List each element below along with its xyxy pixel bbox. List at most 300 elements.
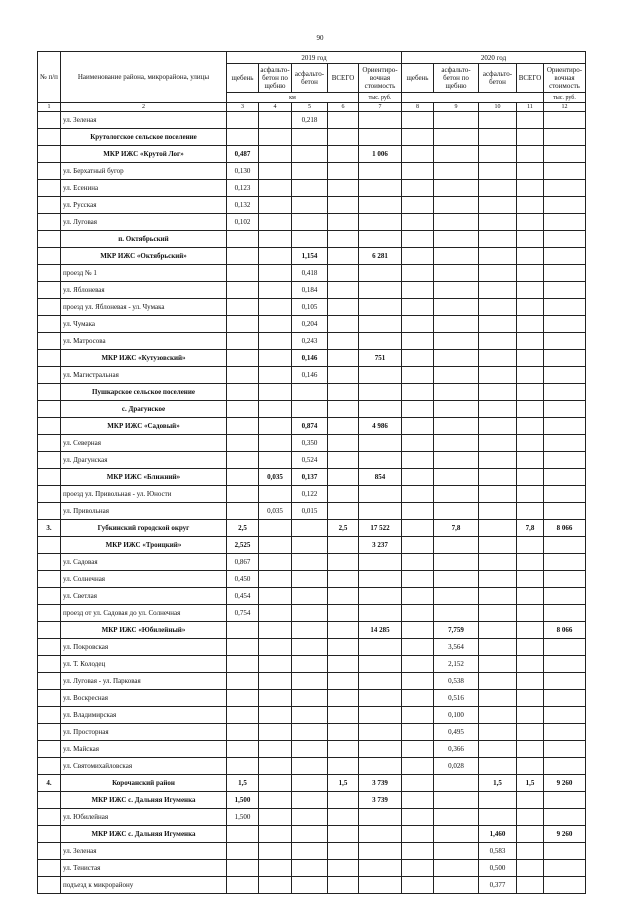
value-cell (402, 146, 434, 163)
value-cell (328, 758, 359, 775)
value-cell (402, 503, 434, 520)
row-number (38, 707, 61, 724)
row-name: Крутологское сельское поселение (61, 129, 227, 146)
value-cell (328, 690, 359, 707)
value-cell (259, 656, 292, 673)
value-cell (328, 129, 359, 146)
row-number (38, 639, 61, 656)
value-cell (359, 214, 402, 231)
value-cell (292, 741, 328, 758)
value-cell (402, 282, 434, 299)
table-row (38, 401, 586, 418)
value-cell (479, 435, 517, 452)
table-row (38, 367, 586, 384)
table-row (38, 350, 586, 367)
value-cell (259, 622, 292, 639)
header-index-row (38, 103, 586, 112)
value-cell (402, 622, 434, 639)
value-cell (292, 554, 328, 571)
value-cell (259, 367, 292, 384)
value-cell (517, 265, 544, 282)
value-cell (544, 469, 586, 486)
column-index: 7 (359, 103, 402, 112)
value-cell (259, 571, 292, 588)
value-cell (479, 350, 517, 367)
row-name: п. Октябрьский (61, 231, 227, 248)
value-cell (479, 639, 517, 656)
table-row (38, 248, 586, 265)
value-cell (479, 197, 517, 214)
value-cell (359, 877, 402, 894)
value-cell (402, 707, 434, 724)
table-row (38, 469, 586, 486)
column-index: 10 (479, 103, 517, 112)
row-name: ул. Солнечная (61, 571, 227, 588)
value-cell (292, 656, 328, 673)
value-cell (292, 690, 328, 707)
table-row (38, 860, 586, 877)
value-cell (544, 401, 586, 418)
header-unit-km: км (227, 93, 359, 103)
value-cell: 2,525 (227, 537, 259, 554)
value-cell (359, 435, 402, 452)
value-cell (434, 588, 479, 605)
row-number (38, 656, 61, 673)
value-cell (544, 112, 586, 129)
row-name: ул. Зеленая (61, 112, 227, 129)
value-cell (328, 401, 359, 418)
header-asphalt-on-gravel-2019: асфальто-бетон по щебню (259, 64, 292, 93)
value-cell (227, 741, 259, 758)
header-gravel-2020: щебень (402, 64, 434, 93)
value-cell: 0,867 (227, 554, 259, 571)
value-cell (227, 486, 259, 503)
value-cell (517, 826, 544, 843)
value-cell (434, 214, 479, 231)
value-cell (227, 758, 259, 775)
table-header (38, 52, 586, 112)
value-cell (227, 673, 259, 690)
value-cell (479, 503, 517, 520)
value-cell (544, 214, 586, 231)
value-cell: 0,538 (434, 673, 479, 690)
row-name: ул. Воскресная (61, 690, 227, 707)
value-cell (328, 707, 359, 724)
row-number (38, 299, 61, 316)
value-cell (402, 333, 434, 350)
row-number (38, 316, 61, 333)
value-cell: 0,500 (479, 860, 517, 877)
row-number (38, 265, 61, 282)
table-row (38, 758, 586, 775)
value-cell: 7,8 (517, 520, 544, 537)
value-cell (402, 401, 434, 418)
value-cell (259, 724, 292, 741)
table-row (38, 724, 586, 741)
value-cell (259, 333, 292, 350)
table-row (38, 146, 586, 163)
value-cell (328, 486, 359, 503)
value-cell (402, 112, 434, 129)
value-cell (402, 860, 434, 877)
value-cell (402, 571, 434, 588)
table-row (38, 231, 586, 248)
value-cell (259, 775, 292, 792)
value-cell (227, 384, 259, 401)
value-cell (434, 146, 479, 163)
value-cell (434, 418, 479, 435)
value-cell (328, 112, 359, 129)
value-cell (517, 214, 544, 231)
row-name: ул. Просторная (61, 724, 227, 741)
value-cell (544, 316, 586, 333)
value-cell: 7,8 (434, 520, 479, 537)
value-cell (517, 758, 544, 775)
header-asphalt-2020: асфальто-бетон (479, 64, 517, 93)
value-cell (292, 707, 328, 724)
value-cell (479, 231, 517, 248)
column-index: 12 (544, 103, 586, 112)
value-cell (328, 452, 359, 469)
value-cell (402, 231, 434, 248)
value-cell: 0,454 (227, 588, 259, 605)
value-cell (292, 639, 328, 656)
value-cell (517, 724, 544, 741)
value-cell (479, 367, 517, 384)
value-cell (259, 299, 292, 316)
row-name: ул. Тенистая (61, 860, 227, 877)
value-cell (544, 741, 586, 758)
value-cell (292, 605, 328, 622)
value-cell (227, 418, 259, 435)
value-cell (227, 350, 259, 367)
table-row (38, 180, 586, 197)
row-name: ул. Луговая - ул. Парковая (61, 673, 227, 690)
value-cell (479, 129, 517, 146)
value-cell (328, 503, 359, 520)
value-cell (259, 826, 292, 843)
table-row (38, 384, 586, 401)
value-cell (227, 367, 259, 384)
value-cell (259, 588, 292, 605)
value-cell (259, 843, 292, 860)
column-index: 5 (292, 103, 328, 112)
value-cell (259, 877, 292, 894)
value-cell (544, 809, 586, 826)
table-row (38, 520, 586, 537)
column-index: 1 (38, 103, 61, 112)
value-cell: 0,028 (434, 758, 479, 775)
value-cell (517, 452, 544, 469)
value-cell (479, 554, 517, 571)
value-cell (434, 860, 479, 877)
value-cell (434, 316, 479, 333)
column-index: 9 (434, 103, 479, 112)
value-cell (517, 333, 544, 350)
value-cell (479, 809, 517, 826)
value-cell (259, 435, 292, 452)
value-cell: 0,487 (227, 146, 259, 163)
value-cell (544, 605, 586, 622)
value-cell (434, 571, 479, 588)
value-cell (544, 860, 586, 877)
value-cell (479, 486, 517, 503)
value-cell (227, 690, 259, 707)
value-cell (434, 486, 479, 503)
row-name: Пушкарское сельское поселение (61, 384, 227, 401)
value-cell (328, 571, 359, 588)
row-number (38, 197, 61, 214)
value-cell (517, 605, 544, 622)
value-cell: 0,350 (292, 435, 328, 452)
value-cell: 1,5 (479, 775, 517, 792)
value-cell (434, 537, 479, 554)
value-cell (259, 163, 292, 180)
value-cell: 0,218 (292, 112, 328, 129)
value-cell: 0,418 (292, 265, 328, 282)
value-cell (328, 214, 359, 231)
value-cell (479, 265, 517, 282)
header-asphalt-on-gravel-2020: асфальто-бетон по щебню (434, 64, 479, 93)
row-number (38, 248, 61, 265)
value-cell (434, 826, 479, 843)
row-number (38, 724, 61, 741)
row-name: ул. Луговая (61, 214, 227, 231)
row-number (38, 741, 61, 758)
table-row (38, 537, 586, 554)
value-cell: 0,015 (292, 503, 328, 520)
row-number (38, 792, 61, 809)
table-row (38, 503, 586, 520)
value-cell (359, 197, 402, 214)
table-row (38, 129, 586, 146)
value-cell (479, 112, 517, 129)
row-number (38, 367, 61, 384)
value-cell (402, 639, 434, 656)
value-cell (434, 265, 479, 282)
value-cell (517, 622, 544, 639)
value-cell (292, 775, 328, 792)
value-cell (227, 639, 259, 656)
row-name: ул. Чумака (61, 316, 227, 333)
value-cell (544, 724, 586, 741)
row-number (38, 690, 61, 707)
value-cell (328, 316, 359, 333)
value-cell (402, 826, 434, 843)
value-cell (359, 333, 402, 350)
value-cell (328, 248, 359, 265)
value-cell: 9 260 (544, 826, 586, 843)
value-cell (292, 673, 328, 690)
header-total-2020: ВСЕГО (517, 64, 544, 93)
header-unit-rub-2019: тыс. руб. (359, 93, 402, 103)
row-name: проезд № 1 (61, 265, 227, 282)
value-cell (517, 656, 544, 673)
value-cell (259, 418, 292, 435)
row-number (38, 571, 61, 588)
value-cell (517, 435, 544, 452)
column-index: 11 (517, 103, 544, 112)
value-cell (544, 146, 586, 163)
value-cell (517, 877, 544, 894)
value-cell (328, 639, 359, 656)
value-cell (292, 792, 328, 809)
value-cell (544, 418, 586, 435)
value-cell: 6 281 (359, 248, 402, 265)
value-cell: 751 (359, 350, 402, 367)
value-cell (402, 843, 434, 860)
value-cell (544, 877, 586, 894)
row-name: ул. Садовая (61, 554, 227, 571)
value-cell: 0,204 (292, 316, 328, 333)
row-number (38, 350, 61, 367)
value-cell: 3 237 (359, 537, 402, 554)
row-name: МКР ИЖС «Юбилейный» (61, 622, 227, 639)
row-number (38, 146, 61, 163)
value-cell: 0,754 (227, 605, 259, 622)
value-cell (328, 469, 359, 486)
row-number (38, 452, 61, 469)
value-cell (402, 877, 434, 894)
row-number (38, 503, 61, 520)
row-name: ул. Светлая (61, 588, 227, 605)
value-cell (259, 180, 292, 197)
value-cell (434, 503, 479, 520)
value-cell (402, 792, 434, 809)
value-cell (479, 418, 517, 435)
value-cell (259, 741, 292, 758)
value-cell (227, 299, 259, 316)
value-cell (479, 214, 517, 231)
value-cell: 0,123 (227, 180, 259, 197)
value-cell: 3,564 (434, 639, 479, 656)
value-cell (328, 163, 359, 180)
value-cell (259, 231, 292, 248)
value-cell (259, 758, 292, 775)
value-cell (517, 248, 544, 265)
value-cell (402, 163, 434, 180)
value-cell (544, 673, 586, 690)
value-cell (328, 384, 359, 401)
value-cell (259, 146, 292, 163)
value-cell (259, 809, 292, 826)
value-cell (479, 741, 517, 758)
table-row (38, 282, 586, 299)
value-cell (359, 486, 402, 503)
value-cell (359, 860, 402, 877)
value-cell (328, 435, 359, 452)
value-cell (544, 231, 586, 248)
value-cell (259, 350, 292, 367)
table-row (38, 690, 586, 707)
value-cell (402, 384, 434, 401)
value-cell (517, 571, 544, 588)
value-cell (434, 333, 479, 350)
value-cell (227, 724, 259, 741)
value-cell: 3 739 (359, 775, 402, 792)
row-name: ул. Матросова (61, 333, 227, 350)
row-name: ул. Привольная (61, 503, 227, 520)
row-number (38, 537, 61, 554)
value-cell (227, 333, 259, 350)
value-cell (359, 605, 402, 622)
value-cell (227, 503, 259, 520)
row-name: подъезд к микрорайону (61, 877, 227, 894)
value-cell (544, 333, 586, 350)
value-cell (544, 537, 586, 554)
table-row (38, 605, 586, 622)
table-row (38, 571, 586, 588)
value-cell (359, 231, 402, 248)
value-cell (544, 265, 586, 282)
value-cell (402, 316, 434, 333)
table-row (38, 452, 586, 469)
row-number (38, 809, 61, 826)
value-cell (479, 248, 517, 265)
value-cell: 0,495 (434, 724, 479, 741)
value-cell: 0,583 (479, 843, 517, 860)
table-row (38, 843, 586, 860)
value-cell (434, 843, 479, 860)
value-cell (259, 537, 292, 554)
value-cell: 0,105 (292, 299, 328, 316)
value-cell (259, 673, 292, 690)
table-row (38, 486, 586, 503)
value-cell (544, 163, 586, 180)
value-cell (479, 792, 517, 809)
value-cell (359, 639, 402, 656)
row-number (38, 401, 61, 418)
value-cell: 854 (359, 469, 402, 486)
value-cell (328, 146, 359, 163)
row-number (38, 418, 61, 435)
header-year-2019: 2019 год (227, 52, 402, 64)
row-name: МКР ИЖС с. Дальняя Игуменка (61, 792, 227, 809)
table-row (38, 197, 586, 214)
value-cell (259, 214, 292, 231)
row-number (38, 758, 61, 775)
row-name: ул. Драгунская (61, 452, 227, 469)
value-cell (359, 452, 402, 469)
table-row (38, 673, 586, 690)
value-cell (359, 673, 402, 690)
header-total-2019: ВСЕГО (328, 64, 359, 93)
value-cell (328, 197, 359, 214)
value-cell (517, 707, 544, 724)
value-cell (292, 809, 328, 826)
value-cell (328, 231, 359, 248)
value-cell (292, 146, 328, 163)
value-cell: 0,366 (434, 741, 479, 758)
value-cell (479, 180, 517, 197)
row-number (38, 112, 61, 129)
value-cell (434, 282, 479, 299)
value-cell (479, 537, 517, 554)
value-cell (227, 231, 259, 248)
value-cell (434, 197, 479, 214)
value-cell (517, 231, 544, 248)
value-cell (227, 877, 259, 894)
row-name: МКР ИЖС «Кутузовский» (61, 350, 227, 367)
column-index: 8 (402, 103, 434, 112)
value-cell (359, 588, 402, 605)
row-number (38, 231, 61, 248)
value-cell (359, 129, 402, 146)
value-cell (359, 503, 402, 520)
value-cell (517, 129, 544, 146)
value-cell (479, 401, 517, 418)
row-name: ул. Святомихайловская (61, 758, 227, 775)
